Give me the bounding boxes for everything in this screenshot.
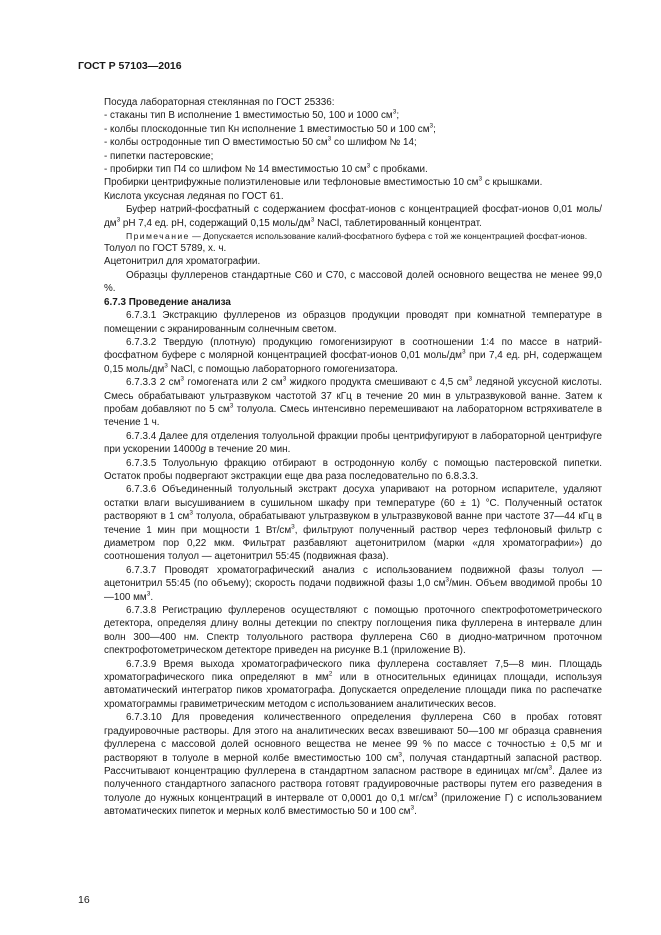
glassware-list	[104, 109, 602, 176]
page-number: 16	[78, 894, 90, 906]
paragraph-6732: 6.7.3.2 Твердую (плотную) продукцию гомогенизируют в соотношении 1:4 по массе в натрий-фосфатном буфере с молярной концентрацией фосфат-ионов 0,01 моль/$дм^3$ при 7,4 ед. pH, содержащем 0,15 моль/$дм^3$ NaCl, с помощью лабораторного гомогенизатора.	[104, 336, 602, 375]
paragraph-6734: 6.7.3.4 Далее для отделения толуольной фракции пробы центрифугируют в лабораторной центрифуге при ускорении 14000g в течение 20 мин.	[104, 430, 602, 456]
list-item: - пипетки пастеровские;	[104, 150, 214, 162]
paragraph-6735: 6.7.3.5 Толуольную фракцию отбирают в остродонную колбу с помощью пастеровской пипетки. Остаток пробы подвергают экстракции еще два раза последовательно по 6.8.3.3.	[104, 457, 602, 482]
paragraph-6736: 6.7.3.6 Объединенный толуольный экстракт досуха упаривают на роторном испарителе, удаляют остатки влаги высушиванием в сушильном шкафу при температуре (60 ± 1) °С. Полученный остаток растворяют в 1 $см^3$ толуола, обрабатывают ультразвуком в ультразвуковой ванне при частоте 37—44 кГц в течение 1 мин при мощности 1 $Вт/см^3$, фильтруют полученный раствор через тефлоновый фильтр с диаметром пор 0,22 мкм. Фильтрат разбавляют ацетонитрилом (марки «для хроматографии») до соотношения толуол — ацетонитрил 55:45 (подвижная фаза).	[104, 484, 603, 563]
glassware-intro: Посуда лабораторная стеклянная по ГОСТ 25336:	[104, 97, 335, 108]
samples-paragraph: Образцы фуллеренов стандартные С60 и С70, с массовой долей основного вещества не менее 99,0 %.	[104, 269, 602, 295]
paragraph-6733: 6.7.3.3 2 $см^3$ гомогената или 2 $см^3$ жидкого продукта смешивают с 4,5 $см^3$ ледяной уксусной кислоты. Смесь обрабатывают ультразвуком частотой 37 кГц в течение 20 мин в ультразвуковой ванне. Затем к пробам добавляют по 5 $см^3$ толуола. Смесь интенсивно перемешивают на лабораторном встряхивателе в течение 1 ч.	[104, 375, 603, 429]
buffer-paragraph: Буфер натрий-фосфатный с содержанием фосфат-ионов с концентрацией фосфат-ионов 0,01 моль/$дм^3$ pH 7,4 ед. pH, содержащий 0,15 моль/$дм^3$ NaCl, таблетированный концентрат.	[104, 204, 602, 229]
acetonitrile-line: Ацетонитрил для хроматографии.	[104, 256, 261, 268]
paragraph-6738: 6.7.3.8 Регистрацию фуллеренов осуществляют с помощью проточного спектрофотометрического детектора, определяя длину волны детекции по спектру поглощения пика фуллерена в интервале длин волн 300—400 нм. Спектр толуольного раствора фуллерена С60 в диодно-матричном проточном спектрофотометрическом детекторе приведен на рисунке В.1 (приложение В).	[104, 605, 602, 657]
note-label: Примечание	[126, 231, 190, 242]
paragraph-67310: 6.7.3.10 Для проведения количественного определения фуллерена С60 в пробах готовят градуировочные растворы. Для этого на аналитических весах взвешивают 50—100 мг образца сравнения фуллерена с массовой долей основного вещества не менее 99 % по массе с точностью ± 0,5 мг и растворяют в толуоле в мерной колбе вместимостью 100 $см^3$, получая стандартный запасной раствор. Рассчитывают концентрацию фуллерена в стандартном запасном растворе в единицах $мг/см^3$. Далее из полученного стандартного запасного раствора готовят градуировочные растворы путем его разведения в толуоле до нужных концентраций в интервале от 0,0001 до 0,1 $мг/см^3$ (приложение Г) с использованием автоматических пипеток и мерных колб вместимостью 50 и 100 $см^3$.	[104, 712, 603, 818]
document-code: ГОСТ Р 57103—2016	[78, 60, 182, 72]
note-paragraph: Примечание — Допускается использование калий-фосфатного буфера с той же концентрацией фосфат-ионов.	[126, 231, 588, 242]
list-item: - стаканы тип В исполнение 1 вместимостью 50, 100 и 1000 $см^3$;	[104, 109, 400, 122]
toluene-line: Толуол по ГОСТ 5789, х. ч.	[104, 243, 227, 255]
list-item: - колбы плоскодонные тип Кн исполнение 1 вместимостью 50 и 100 $см^3$;	[104, 122, 436, 135]
tubes-line: Пробирки центрифужные полиэтиленовые или тефлоновые вместимостью 10 $см^3$ с крышками.	[104, 176, 543, 189]
list-item: - колбы остродонные тип О вместимостью 50 $см^3$ со шлифом № 14;	[104, 135, 417, 149]
paragraph-6731: 6.7.3.1 Экстракцию фуллеренов из образцов продукции проводят при комнатной температуре в помещении с экранированным солнечным светом.	[104, 310, 602, 335]
paragraph-6737: 6.7.3.7 Проводят хроматографический анализ с использованием подвижной фазы толуол — ацетонитрил 55:45 (по объему); скорость подачи подвижной фазы 1,0 $см^3$/мин. Объем вводимой пробы 10—100 $мм^3$.	[104, 564, 602, 603]
list-item: - пробирки тип П4 со шлифом № 14 вместимостью 10 $см^3$ с пробками.	[104, 162, 428, 176]
section-heading: 6.7.3 Проведение анализа	[104, 296, 231, 308]
acid-line: Кислота уксусная ледяная по ГОСТ 61.	[104, 190, 284, 202]
paragraph-6739: 6.7.3.9 Время выхода хроматографического пика фуллерена составляет 7,5—8 мин. Площадь хроматографического пика определяют в $мм^2$ или в относительных единицах площади, используя автоматический интегратор пиков хроматографа. Допускается определение площади пика по распечатке хроматограммы гравиметрическим методом с использованием аналитических весов.	[104, 658, 602, 710]
document-body	[104, 96, 602, 819]
